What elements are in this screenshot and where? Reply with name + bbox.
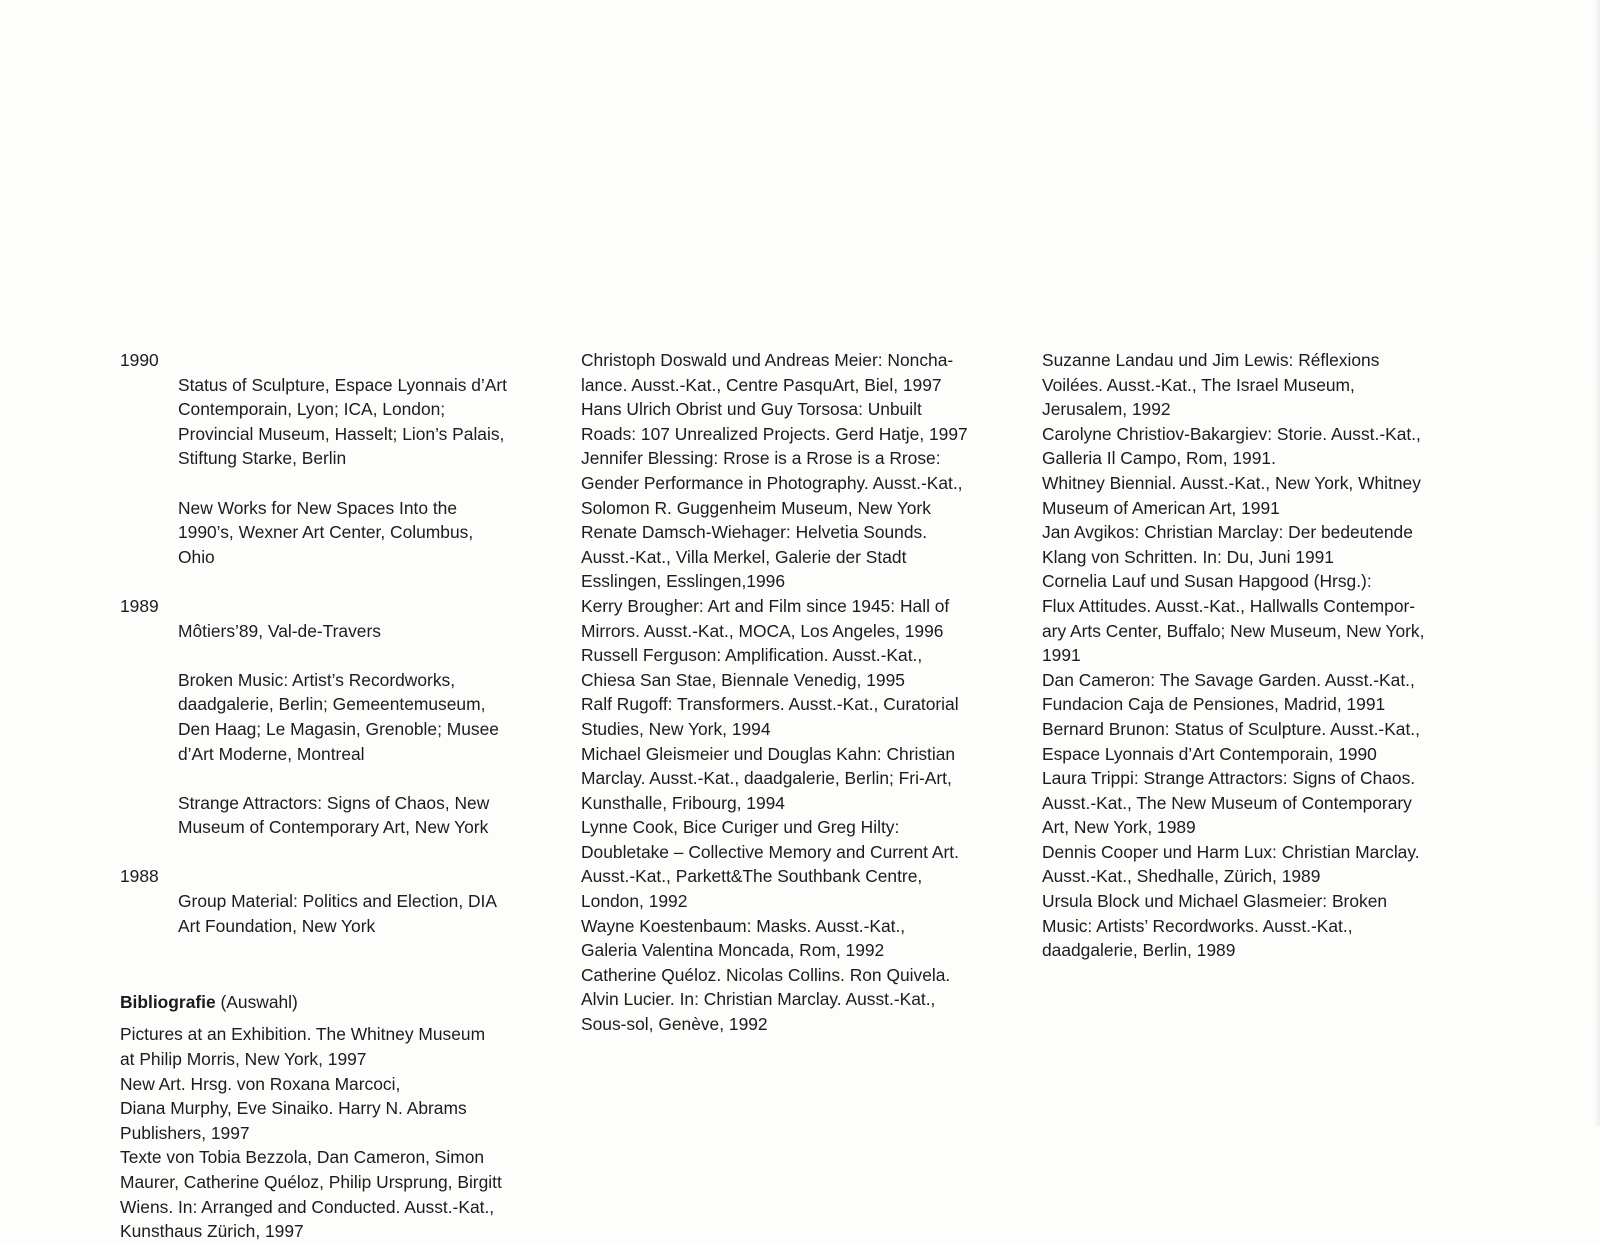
exhibition-year: 1990 xyxy=(120,350,159,370)
exhibition-year: 1989 xyxy=(120,595,159,616)
bibliography-entry: Ralf Rugoff: Transformers. Ausst.-Kat., Curatorial Studies, New York, 1994 xyxy=(581,694,959,739)
exhibition-list xyxy=(178,864,560,962)
bibliography-entry: Catherine Quéloz. Nicolas Collins. Ron Quivela. Alvin Lucier. In: Christian Marclay. Ausst.-Kat., Sous-sol, Genève, 1992 xyxy=(581,964,951,1035)
bibliography-entry: Christoph Doswald und Andreas Meier: Noncha- lance. Ausst.-Kat., Centre PasquArt, Biel, 1997 xyxy=(581,350,954,395)
bibliography-entry: Texte von Tobia Bezzola, Dan Cameron, Simon Maurer, Catherine Quéloz, Philip Ursprung, Birgitt Wiens. In: Arranged and Conducted. Ausst.-Kat., Kunsthaus Zürich, 1997 xyxy=(120,1147,502,1242)
bibliography-entry: Suzanne Landau und Jim Lewis: Réflexions Voilées. Ausst.-Kat., The Israel Museum, Jerusalem, 1992 xyxy=(1042,350,1380,420)
exhibition-list xyxy=(178,594,560,865)
bibliography-entry: Ursula Block und Michael Glasmeier: Broken Music: Artists’ Recordworks. Ausst.-Kat., daadgalerie, Berlin, 1989 xyxy=(1042,891,1388,961)
exhibition-list xyxy=(178,348,560,594)
exhibition-year: 1988 xyxy=(120,866,159,887)
bibliography-entry: Hans Ulrich Obrist und Guy Torsosa: Unbuilt Roads: 107 Unrealized Projects. Gerd Hatje, 1997 xyxy=(581,399,968,444)
bibliography-entry: Bernard Brunon: Status of Sculpture. Ausst.-Kat., Espace Lyonnais d’Art Contemporain, 1990 xyxy=(1042,718,1420,764)
page-edge-shadow xyxy=(1594,0,1600,1126)
bibliography-entry: Whitney Biennial. Ausst.-Kat., New York, Whitney Museum of American Art, 1991 xyxy=(1042,472,1421,518)
exhibition-item: Strange Attractors: Signs of Chaos, New Museum of Contemporary Art, New York xyxy=(178,792,490,838)
column-middle xyxy=(581,348,1021,1037)
bibliography-entry: Laura Trippi: Strange Attractors: Signs of Chaos. Ausst.-Kat., The New Museum of Contemporary Art, New York, 1989 xyxy=(1042,768,1416,838)
bibliography-subtitle: (Auswahl) xyxy=(220,991,298,1012)
exhibition-year-1990 xyxy=(120,348,560,594)
exhibition-item: Môtiers’89, Val-de-Travers xyxy=(178,620,381,641)
bibliography-entry: Dennis Cooper und Harm Lux: Christian Marclay. Ausst.-Kat., Shedhalle, Zürich, 1989 xyxy=(1042,841,1420,887)
bibliography-entry: Lynne Cook, Bice Curiger und Greg Hilty: Doubletake – Collective Memory and Current Art. Ausst.-Kat., Parkett&The Southbank Centre, London, 1992 xyxy=(581,817,959,912)
bibliography-title: Bibliografie xyxy=(120,991,216,1012)
bibliography-entry: Pictures at an Exhibition. The Whitney Museum at Philip Morris, New York, 1997 xyxy=(120,1024,486,1070)
bibliography-entry: Carolyne Christiov-Bakargiev: Storie. Ausst.-Kat., Galleria Il Campo, Rom, 1991. xyxy=(1042,423,1421,469)
bibliography-entry: Jennifer Blessing: Rrose is a Rrose is a Rrose: Gender Performance in Photography. Ausst.-Kat., Solomon R. Guggenheim Museum, New York xyxy=(581,448,963,518)
bibliography-heading xyxy=(120,990,560,1015)
column-right xyxy=(1042,348,1482,963)
bibliography-entry: Dan Cameron: The Savage Garden. Ausst.-Kat., Fundacion Caja de Pensiones, Madrid, 1991 xyxy=(1042,669,1415,715)
bibliography-entry: Michael Gleismeier und Douglas Kahn: Christian Marclay. Ausst.-Kat., daadgalerie, Berlin; Fri-Art, Kunsthalle, Fribourg, 1994 xyxy=(581,743,956,813)
bibliography-entry: Wayne Koestenbaum: Masks. Ausst.-Kat., Galeria Valentina Moncada, Rom, 1992 xyxy=(581,915,906,961)
bibliography-entry: Kerry Brougher: Art and Film since 1945: Hall of Mirrors. Ausst.-Kat., MOCA, Los Angeles, 1996 xyxy=(581,595,950,641)
bibliography-entry: Cornelia Lauf und Susan Hapgood (Hrsg.): Flux Attitudes. Ausst.-Kat., Hallwalls Contempor- ary Arts Center, Buffalo; New Museum, New York, 1991 xyxy=(1042,571,1425,666)
bibliography-entry: Russell Ferguson: Amplification. Ausst.-Kat., Chiesa San Stae, Biennale Venedig, 1995 xyxy=(581,645,923,690)
bibliography-entry: Renate Damsch-Wiehager: Helvetia Sounds. Ausst.-Kat., Villa Merkel, Galerie der Stadt Esslingen, Esslingen,1996 xyxy=(581,522,928,592)
bibliography-entry: New Art. Hrsg. von Roxana Marcoci, Diana Murphy, Eve Sinaiko. Harry N. Abrams Publishers, 1997 xyxy=(120,1073,467,1143)
exhibition-year-1989 xyxy=(120,594,560,865)
exhibition-year-1988 xyxy=(120,864,560,962)
column-left xyxy=(120,348,560,1244)
exhibition-item: Status of Sculpture, Espace Lyonnais d’Art Contemporain, Lyon; ICA, London; Provincial Museum, Hasselt; Lion’s Palais, Stiftung Starke, Berlin xyxy=(178,374,507,469)
exhibition-item: Group Material: Politics and Election, DIA Art Foundation, New York xyxy=(178,891,497,936)
exhibition-item: Broken Music: Artist’s Recordworks, daadgalerie, Berlin; Gemeentemuseum, Den Haag; Le Magasin, Grenoble; Musee d’Art Moderne, Montreal xyxy=(178,669,499,764)
exhibition-item: New Works for New Spaces Into the 1990’s, Wexner Art Center, Columbus, Ohio xyxy=(178,497,474,567)
bibliography-entry: Jan Avgikos: Christian Marclay: Der bedeutende Klang von Schritten. In: Du, Juni 1991 xyxy=(1042,522,1413,567)
